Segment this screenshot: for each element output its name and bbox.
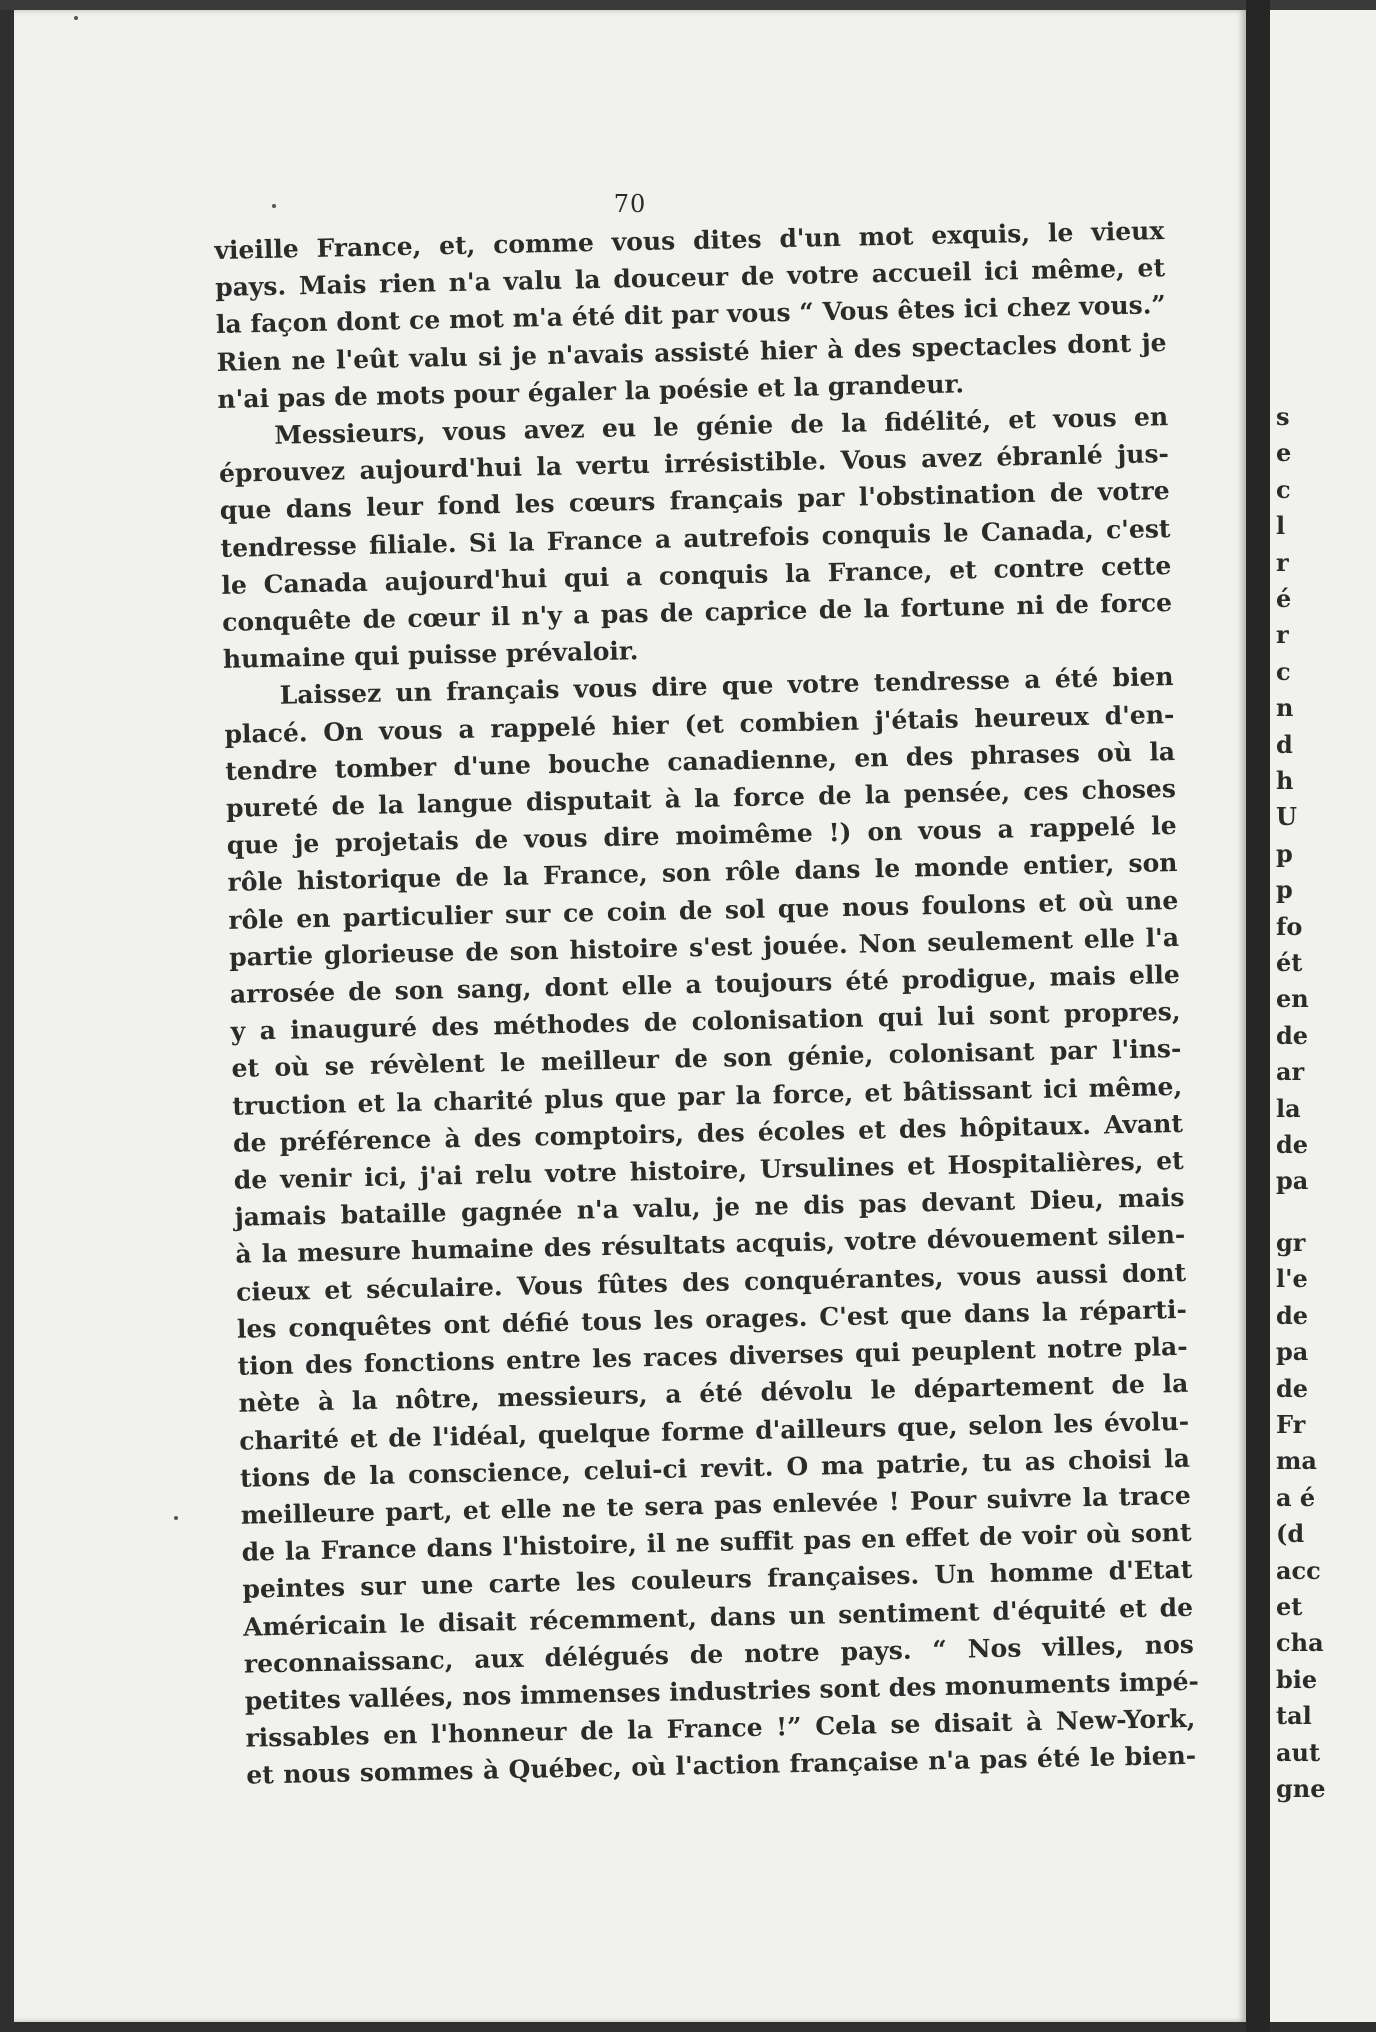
- book-gutter: [1246, 0, 1270, 2032]
- facing-page-fragment: cha: [1276, 1628, 1324, 1658]
- facing-page-fragment: d: [1276, 729, 1293, 759]
- text-line: de venir ici, j'ai relu votre histoire, Ursulines et Hospitalières, et: [233, 1145, 1184, 1195]
- facing-page-fragment: de: [1276, 1130, 1309, 1159]
- scan-top-edge: [0, 0, 1376, 10]
- facing-page-fragment: pa: [1276, 1166, 1309, 1196]
- text-line: y a inauguré des méthodes de colonisation qui lui sont propres,: [230, 997, 1181, 1047]
- facing-page-fragment: de: [1276, 1300, 1309, 1330]
- facing-page-fragment: et: [1276, 1592, 1303, 1621]
- facing-page-fragment: gr: [1276, 1228, 1306, 1257]
- text-line: éprouvez aujourd'hui la vertu irrésistible. Vous avez ébranlé jus-: [218, 439, 1170, 489]
- paragraph-2: [218, 398, 1173, 678]
- text-line: peintes sur une carte les couleurs françaises. Un homme d'Etat: [242, 1555, 1193, 1605]
- facing-page-fragment: fo: [1276, 911, 1303, 941]
- text-line: arrosée de son sang, dont elle a toujours été prodigue, mais elle: [229, 960, 1181, 1009]
- facing-page-fragment: de: [1276, 1373, 1309, 1403]
- text-line: les conquêtes ont défié tous les orages. C'est que dans la réparti-: [236, 1294, 1188, 1344]
- text-line: tions de la conscience, celui-ci revit. O ma patrie, tu as choisi la: [239, 1443, 1191, 1493]
- text-line: que je projetais de vous dire moimême !) on vous a rappelé le: [226, 811, 1177, 861]
- facing-page-fragment: gne: [1276, 1774, 1326, 1803]
- facing-page-fragments: [1270, 10, 1376, 2022]
- text-line: et nous sommes à Québec, où l'action française n'a pas été le bien-: [246, 1741, 1197, 1790]
- facing-page-fragment: aut: [1276, 1737, 1321, 1767]
- text-line: pureté de la langue disputait à la force de la pensée, ces choses: [225, 774, 1177, 823]
- facing-page-fragment: de: [1276, 1020, 1309, 1050]
- facing-page-fragment: r: [1276, 620, 1289, 650]
- text-line: Laissez un français vous dire que votre tendresse a été bien: [279, 662, 1174, 711]
- facing-page-fragment: a é: [1276, 1482, 1316, 1512]
- text-line: de la France dans l'histoire, il ne suffit pas en effet de voir où sont: [241, 1517, 1192, 1567]
- facing-page-fragment: Fr: [1276, 1410, 1306, 1439]
- facing-page-fragment: ét: [1276, 948, 1303, 977]
- paragraph-1: [214, 212, 1168, 418]
- facing-page-fragment: U: [1276, 802, 1297, 832]
- facing-page-fragment: pa: [1276, 1337, 1309, 1367]
- text-line: reconnaissanc, aux délégués de notre pays. “ Nos villes, nos: [243, 1629, 1195, 1679]
- text-line: rôle en particulier sur ce coin de sol que nous foulons et où une: [228, 885, 1179, 935]
- facing-page-fragment: l'e: [1276, 1264, 1308, 1294]
- scan-speck: [74, 16, 78, 20]
- text-line: la façon dont ce mot m'a été dit par vous “ Vous êtes ici chez vous.”: [215, 290, 1167, 340]
- paragraph-3: [223, 658, 1200, 1794]
- text-line: humaine qui puisse prévaloir.: [222, 636, 639, 675]
- text-line: rôle historique de la France, son rôle dans le monde entier, son: [227, 848, 1178, 898]
- text-line: Rien ne l'eût valu si je n'avais assisté hier à des spectacles dont je: [216, 327, 1167, 377]
- facing-page-fragment: tal: [1276, 1701, 1312, 1731]
- text-line: vieille France, et, comme vous dites d'un mot exquis, le vieux: [214, 216, 1165, 265]
- text-line: tion des fonctions entre les races diverses qui peuplent notre pla-: [237, 1331, 1188, 1381]
- facing-page-fragment: c: [1276, 474, 1291, 504]
- facing-page: [1270, 10, 1376, 2022]
- text-line: tendre tomber d'une bouche canadienne, en des phrases où la: [224, 736, 1176, 786]
- text-line: le Canada aujourd'hui qui a conquis la France, et contre cette: [221, 550, 1172, 600]
- text-line: Américain le disait récemment, dans un sentiment d'équité et de: [242, 1592, 1194, 1642]
- page-number: 70: [613, 190, 647, 218]
- facing-page-fragment: n: [1276, 693, 1294, 723]
- text-line: meilleure part, et elle ne te sera pas enlevée ! Pour suivre la trace: [240, 1480, 1191, 1530]
- facing-page-fragment: p: [1276, 875, 1293, 905]
- scan-speck: [174, 1516, 178, 1520]
- text-line: de préférence à des comptoirs, des écoles et des hôpitaux. Avant: [232, 1108, 1184, 1158]
- text-line: pays. Mais rien n'a valu la douceur de votre accueil ici même, et: [214, 253, 1166, 303]
- text-line: nète à la nôtre, messieurs, a été dévolu le département de la: [238, 1369, 1189, 1419]
- left-page: [14, 10, 1246, 2022]
- facing-page-fragment: é: [1276, 584, 1292, 613]
- text-line: et où se révèlent le meilleur de son génie, colonisant par l'ins-: [231, 1034, 1182, 1084]
- facing-page-fragment: ma: [1276, 1446, 1317, 1476]
- text-line: truction et la charité plus que par la force, et bâtissant ici même,: [232, 1071, 1183, 1121]
- facing-page-fragment: la: [1276, 1093, 1301, 1123]
- text-line: que dans leur fond les cœurs français par l'obstination de votre: [219, 476, 1170, 526]
- text-line: partie glorieuse de son histoire s'est jouée. Non seulement elle l'a: [228, 922, 1180, 972]
- facing-page-fragment: en: [1276, 984, 1309, 1014]
- facing-page-fragment: acc: [1276, 1555, 1321, 1585]
- facing-page-fragment: r: [1276, 547, 1289, 577]
- facing-page-fragment: bie: [1276, 1664, 1318, 1694]
- text-line: Messieurs, vous avez eu le génie de la fidélité, et vous en: [273, 402, 1169, 450]
- body-text: [214, 212, 1200, 1794]
- facing-page-fragment: p: [1276, 838, 1293, 868]
- text-line: charité et de l'idéal, quelque forme d'ailleurs que, selon les évolu-: [239, 1406, 1190, 1456]
- facing-page-fragment: c: [1276, 656, 1291, 686]
- facing-page-fragment: e: [1276, 438, 1292, 468]
- facing-page-fragment: l: [1276, 511, 1286, 541]
- text-line: à la mesure humaine des résultats acquis, votre dévouement silen-: [235, 1220, 1186, 1270]
- text-line: cieux et séculaire. Vous fûtes des conquérantes, vous aussi dont: [235, 1257, 1187, 1307]
- scan-speck: [272, 204, 276, 208]
- facing-page-fragment: s: [1276, 402, 1290, 431]
- facing-page-fragment: (d: [1276, 1519, 1305, 1549]
- text-line: placé. On vous a rappelé hier (et combien j'étais heureux d'en-: [224, 699, 1175, 749]
- text-line: petites vallées, nos immenses industries sont des monuments impé-: [244, 1666, 1200, 1716]
- text-line: tendresse filiale. Si la France a autrefois conquis le Canada, c'est: [220, 513, 1171, 563]
- text-line: rissables en l'honneur de la France !” Cela se disait à New-York,: [245, 1703, 1196, 1753]
- text-line: n'ai pas de mots pour égaler la poésie et la grandeur.: [217, 369, 965, 414]
- facing-page-fragment: ar: [1276, 1057, 1305, 1087]
- facing-page-fragment: h: [1276, 766, 1294, 795]
- text-line: conquête de cœur il n'y a pas de caprice de la fortune ni de force: [221, 588, 1173, 637]
- text-line: jamais bataille gagnée n'a valu, je ne dis pas devant Dieu, mais: [234, 1183, 1185, 1233]
